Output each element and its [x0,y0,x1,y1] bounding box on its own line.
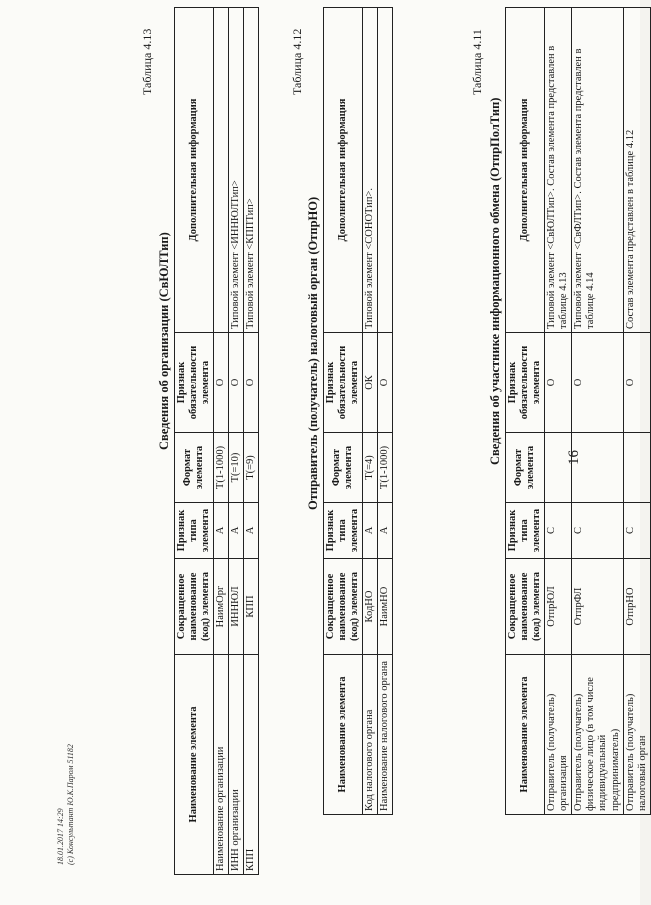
header-cell: Признак типа элемента [175,503,214,559]
cell-required: О [545,333,572,433]
cell-required: О [572,333,623,433]
cell-format [623,433,650,503]
cell-code: НаимОрг [214,559,229,655]
cell-info [214,8,229,333]
cell-code: КодНО [363,559,378,655]
header-cell: Признак типа элемента [324,503,363,559]
cell-type: А [244,503,259,559]
stamp-date: 18.01.2017 14:29 [56,808,65,865]
cell-format: T(=4) [363,433,378,503]
header-cell: Формат элемента [324,433,363,503]
cell-name: Отправитель (получатель) налоговый орган [623,655,650,815]
table-row [244,8,259,875]
header-cell: Признак обязательности элемента [324,333,363,433]
table-row [229,8,244,875]
cell-format: T(1-1000) [214,433,229,503]
cell-info: Типовой элемент <СОНОТип>. [363,8,378,333]
cell-info [378,8,393,333]
cell-required: О [623,333,650,433]
print-stamp [56,744,75,865]
header-cell: Наименование элемента [324,655,363,815]
title-table-4-13: Сведения об организации (СвЮЛТип) [157,232,171,450]
cell-required: О [229,333,244,433]
cell-name: КПП [244,655,259,875]
cell-info: Типовой элемент <КППТип> [244,8,259,333]
header-cell: Признак обязательности элемента [506,333,545,433]
cell-code: ИННЮЛ [229,559,244,655]
title-table-4-11: Сведения об участнике информационного обмена (ОтпрПолТип) [488,97,502,465]
cell-code: НаимНО [378,559,393,655]
cell-info: Типовой элемент <СвЮЛТип>. Состав элемента представлен в таблице 4.13 [545,8,572,333]
table-row [623,8,650,815]
cell-type: А [229,503,244,559]
table-4-11 [505,7,651,815]
header-cell: Сокращенное наименование (код) элемента [175,559,214,655]
cell-code: ОтпрНО [623,559,650,655]
caption-table-4-11: Таблица 4.11 [470,29,484,95]
cell-type: С [623,503,650,559]
header-cell: Признак типа элемента [506,503,545,559]
cell-name: Наименование организации [214,655,229,875]
cell-info: Типовой элемент <СвФЛТип>. Состав элемента представлен в таблице 4.14 [572,8,623,333]
table-header-row [175,8,214,875]
table-row [545,8,572,815]
cell-name: Отправитель (получатель) физическое лицо (в том числе индивидуальный предприниматель) [572,655,623,815]
cell-code: ОтпрФЛ [572,559,623,655]
cell-type: С [572,503,623,559]
cell-format: T(=9) [244,433,259,503]
header-cell: Наименование элемента [175,655,214,875]
cell-required: О [244,333,259,433]
cell-code: КПП [244,559,259,655]
cell-name: ИНН организации [229,655,244,875]
cell-name: Код налогового органа [363,655,378,815]
table-row [363,8,378,815]
cell-type: А [378,503,393,559]
title-table-4-12: Отправитель (получатель) налоговый орган (ОтпрНО) [306,196,320,510]
header-cell: Формат элемента [175,433,214,503]
header-cell: Дополнительная информация [324,8,363,333]
caption-table-4-13: Таблица 4.13 [140,28,154,95]
cell-format [545,433,572,503]
cell-type: С [545,503,572,559]
header-cell: Признак обязательности элемента [175,333,214,433]
caption-table-4-12: Таблица 4.12 [290,28,304,95]
header-cell: Дополнительная информация [506,8,545,333]
cell-format [572,433,623,503]
cell-format: T(=10) [229,433,244,503]
cell-code: ОтпрЮЛ [545,559,572,655]
table-header-row [506,8,545,815]
table-header-row [324,8,363,815]
table-4-12 [323,7,393,815]
cell-type: А [214,503,229,559]
cell-name: Наименование налогового органа [378,655,393,815]
cell-info: Типовой элемент <ИННЮЛТип> [229,8,244,333]
cell-info: Состав элемента представлен в таблице 4.12 [623,8,650,333]
header-cell: Сокращенное наименование (код) элемента [506,559,545,655]
cell-type: А [363,503,378,559]
table-row [214,8,229,875]
stamp-source: (c) Консультант Ю.К.Паром 51182 [65,744,75,865]
table-4-13 [174,7,259,875]
table-row [572,8,623,815]
header-cell: Наименование элемента [506,655,545,815]
header-cell: Дополнительная информация [175,8,214,333]
page-number: 16 [566,450,582,465]
cell-name: Отправитель (получатель) организация [545,655,572,815]
table-row [378,8,393,815]
cell-format: T(1-1000) [378,433,393,503]
header-cell: Формат элемента [506,433,545,503]
header-cell: Сокращенное наименование (код) элемента [324,559,363,655]
cell-required: О [214,333,229,433]
cell-required: О [378,333,393,433]
cell-required: ОК [363,333,378,433]
